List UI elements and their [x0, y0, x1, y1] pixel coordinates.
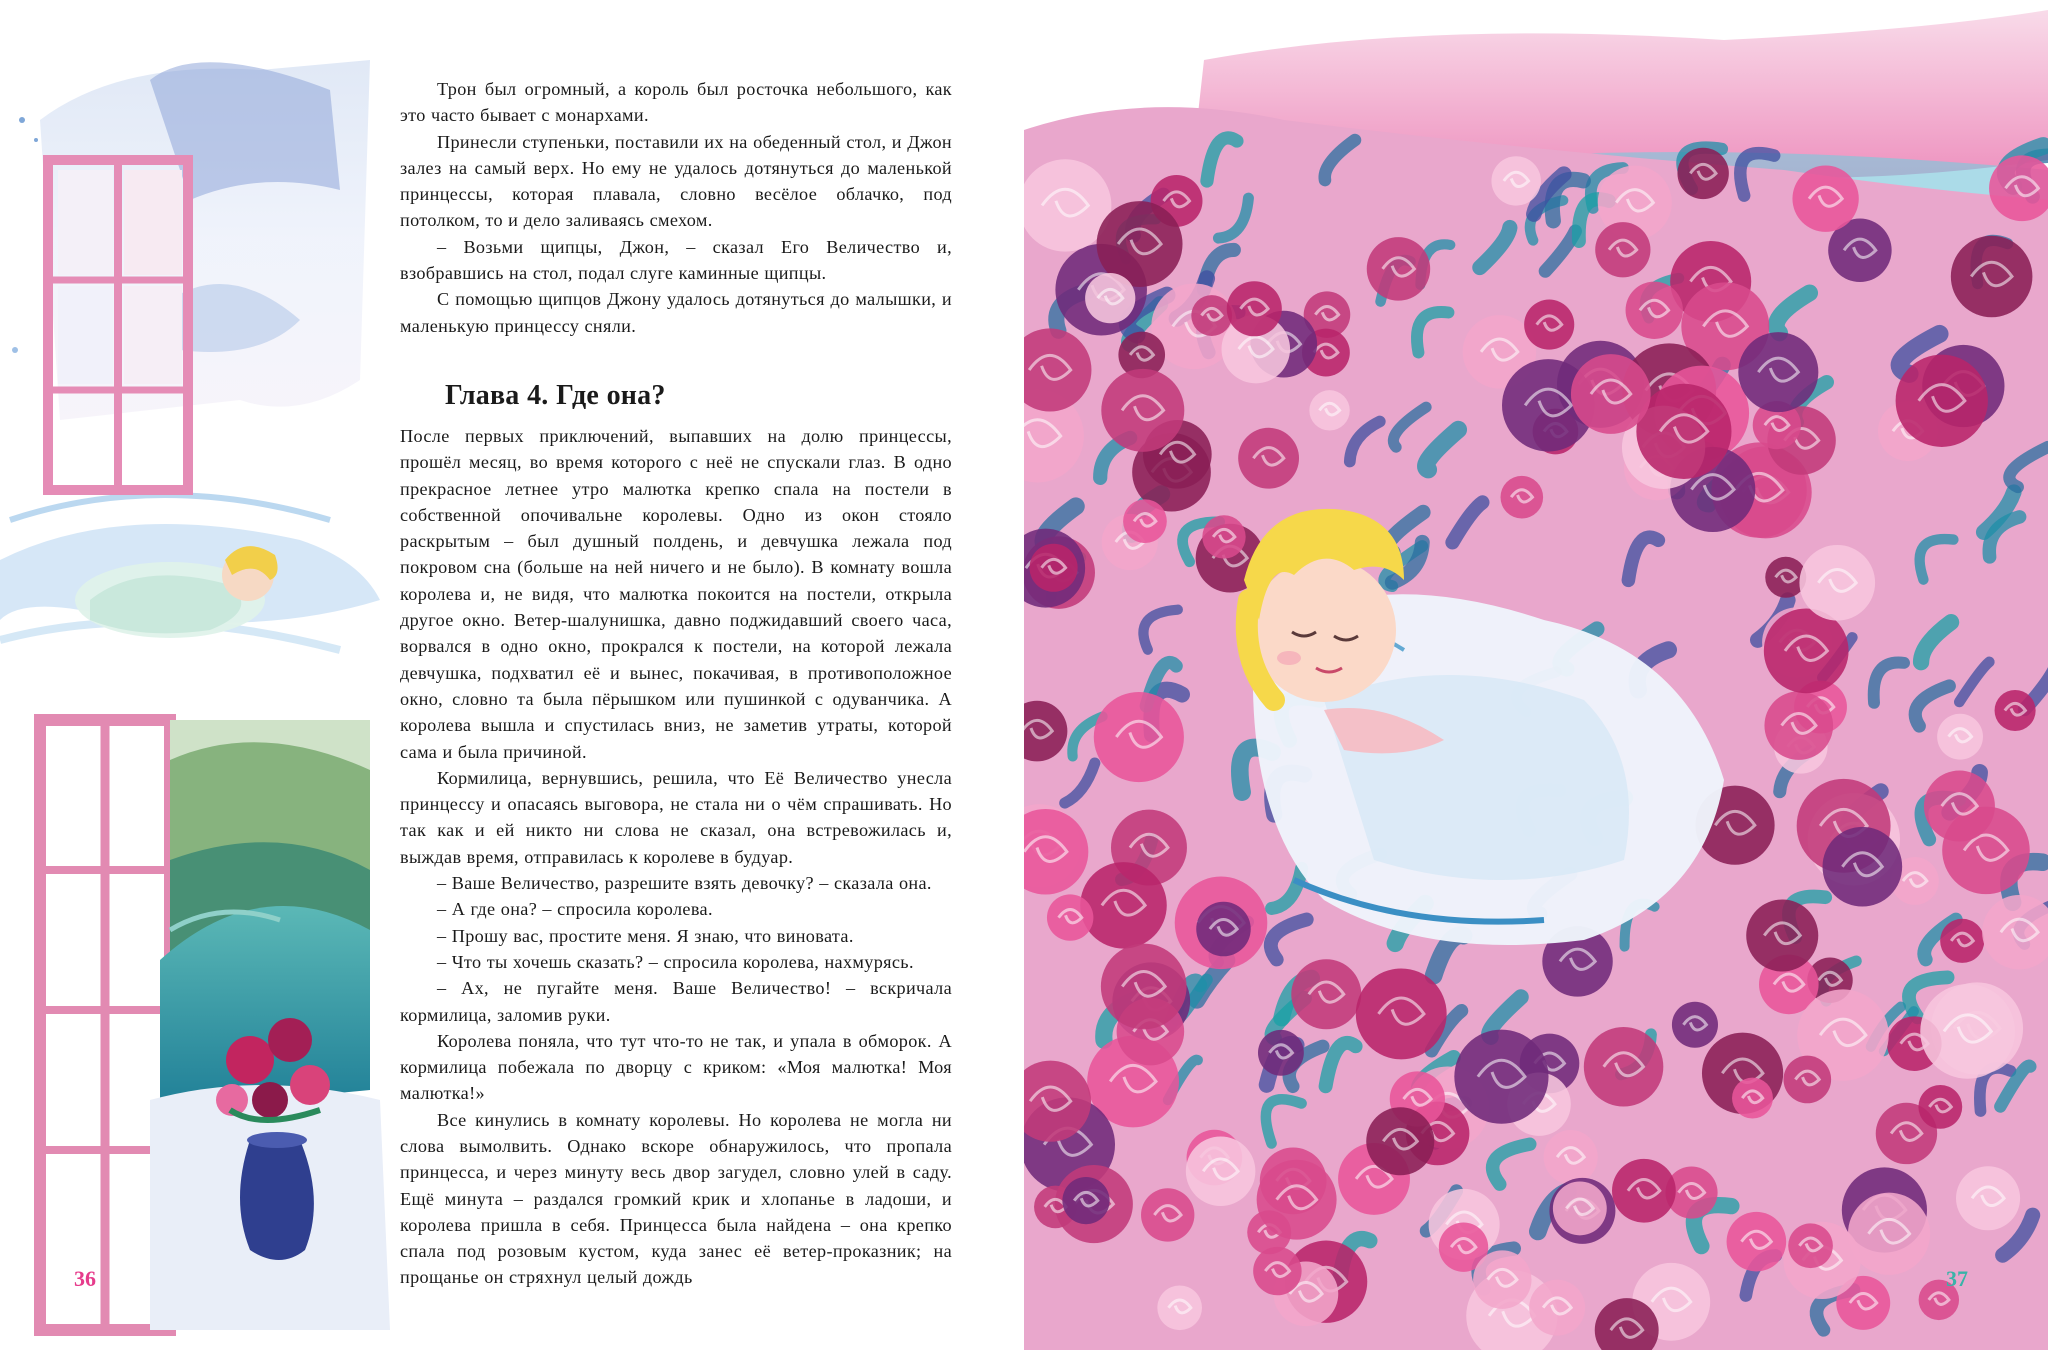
dialogue-line: – Прошу вас, простите меня. Я знаю, что виновата. [437, 925, 854, 946]
paragraph: Принесли ступеньки, поставили их на обеденный стол, и Джон залез на самый верх. Но ему не удалось дотянуться до маленькой принцессы, которая плавала, словно весёлое облачко, под потолком, то и дело заливаясь смехом. [400, 131, 952, 231]
dialogue-line: – Ваше Величество, разрешите взять девочку? – сказала она. [437, 873, 932, 894]
right-page [1024, 0, 2048, 1350]
paragraph: – Возьми щипцы, Джон, – сказал Его Величество и, взобравшись на стол, подал слуге каминные щипцы. [400, 236, 952, 284]
paragraph: После первых приключений, выпавших на долю принцессы, прошёл месяц, во время которого с неё не спускали глаз. В одно прекрасное летнее утро малютка крепко спала на постели в собственной опочивальне королевы. Одно из окон стояло раскрытым – был душный полдень, и девчушка лежала под покровом сна (больше на ней ничего и не было). В комнату вошла королева и, не видя, что малютка покоится на постели, открыла другое окно. Ветер-шалунишка, давно поджидавший своего часа, ворвался в одно окно, прокрался к постели, на которой лежала девчушка, подхватил её и вынес, покачивая, в противоположное окно, словно та была пёрышком или пушинкой с одуванчика. А королева вышла и спустилась вниз, не заметив утраты, которой сама и была причиной. [400, 425, 952, 762]
window-illustration [0, 0, 400, 1350]
dialogue-line: – Что ты хочешь сказать? – спросила королева, нахмурясь. [437, 951, 914, 972]
text-column [400, 76, 952, 1291]
paragraph: Кормилица, вернувшись, решила, что Её Величество унесла принцессу и опасаясь выговора, не стала ни о чём спрашивать. Но так как и ей никто ни слова не сказал, она встревожилась и, выждав время, отправилась к королеве в будуар. [400, 767, 952, 867]
chapter-title: Глава 4. Где она? [445, 379, 666, 411]
paragraph: Королева поняла, что тут что-то не так, и упала в обморок. А кормилица побежала по дворцу с криком: «Моя малютка! Моя малютка!» [400, 1030, 952, 1104]
dialogue-line: – А где она? – спросила королева. [437, 899, 713, 920]
rose-garden-illustration [1024, 0, 2048, 1350]
paragraph: С помощью щипцов Джону удалось дотянуться до малышки, и маленькую принцессу сняли. [400, 289, 952, 336]
page-number-right: 37 [1946, 1266, 1968, 1291]
paragraph: Все кинулись в комнату королевы. Но королева не могла ни слова вымолвить. Однако вскоре обнаружилось, что пропала принцесса, и через минуту весь двор загудел, словно улей в саду. Ещё минута – раздался громкий крик и хлопанье в ладоши, и королева пришла в себя. Принцесса была найдена – она крепко спала под розовым кустом, куда занес её ветер-проказник; на прощанье он стряхнул целый дождь [400, 1109, 952, 1288]
dialogue-line: – Ах, не пугайте меня. Ваше Величество! – вскричала кормилица, заломив руки. [400, 978, 952, 1025]
page-number-left: 36 [74, 1266, 96, 1291]
paragraph: Трон был огромный, а король был росточка небольшого, как это часто бывает с монархами. [400, 79, 952, 126]
